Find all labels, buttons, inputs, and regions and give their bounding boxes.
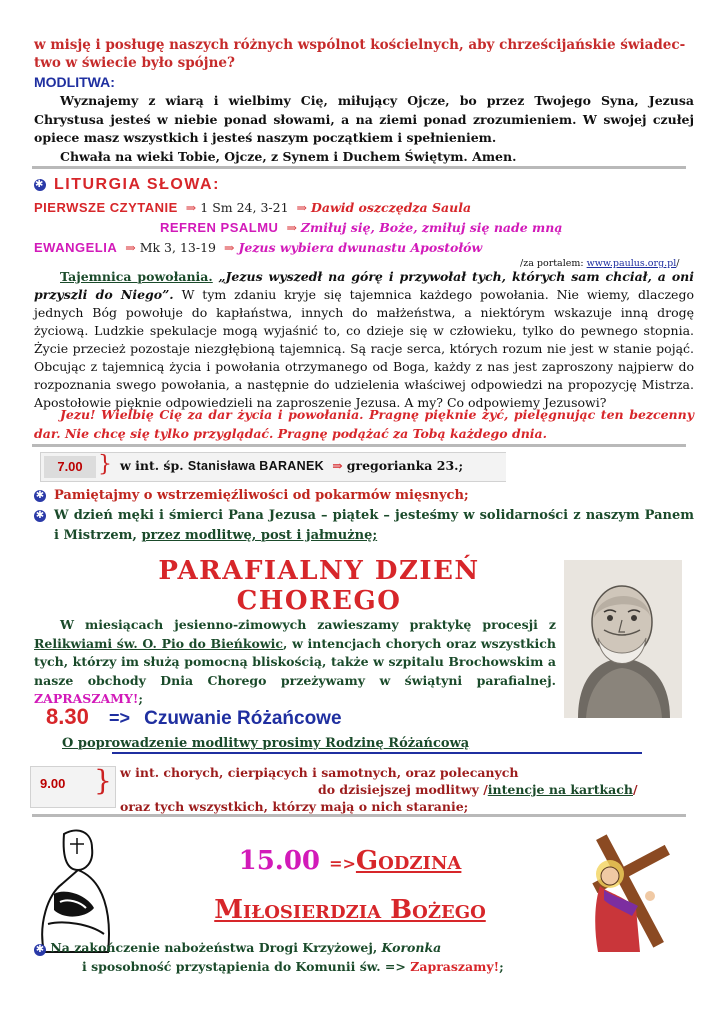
mass-intention-prefix: w int. śp. [120, 458, 184, 473]
closing-tail: ; [499, 959, 504, 974]
rosary-request: O poprowadzenie modlitwy prosimy Rodzinę Różańcową [62, 736, 470, 751]
first-reading-title: Dawid oszczędza Saula [311, 200, 472, 215]
sick-day-relics: Relikwiami św. O. Pio do Bieńkowic [34, 635, 284, 651]
vigil-arrow: => [108, 708, 130, 728]
sick-day-invite: ZAPRASZAMY! [34, 691, 139, 706]
mercy-hour-title-2: Miłosierdzia Bożego [214, 895, 486, 925]
divider [32, 166, 686, 169]
mass-intention [120, 458, 463, 473]
mercy-hour-arrow: => [329, 854, 356, 873]
mass2-intention [120, 764, 680, 815]
gospel-title: Jezus wybiera dwunastu Apostołów [238, 240, 483, 255]
prayer-paragraph-2: Chwała na wieki Tobie, Ojcze, z Synem i Duchem Świętym. Amen. [60, 148, 517, 164]
prayer-paragraph-1: Wyznajemy z wiarą i wielbimy Cię, miłujący Ojcze, bo przez Twojego Syna, Jezusa Chrystusa jesteś w niebie ponad słowami, a na ziemi ponad zrozumieniem. W swojej czułej opiece masz wszystkich i jesteś naszym początkiem i spełnieniem. [34, 93, 694, 145]
liturgy-heading [34, 176, 220, 194]
brace-icon: } [94, 764, 112, 797]
sick-day-text-2: , w intencjach chorych oraz wszystkich tych, którzy im służą pomocną bliskością, także w szpitalu Brochowskim a nasze obchody Dnia Chorego przeżywamy w świątyni parafialnej. [34, 635, 556, 688]
notice-friday-text: W dzień męki i śmierci Pana Jezusa – piątek – jesteśmy w solidarności z naszym Panem i Mistrzem, [54, 508, 694, 543]
first-reading-ref: 1 Sm 24, 3-21 [200, 200, 289, 215]
intro-line-1: w misję i posługę naszych różnych wspólnot kościelnych, aby chrześcijańskie świadec- [34, 37, 686, 53]
reflection-body: W tym zdaniu kryje się tajemnica każdego powołania. Nie wiemy, dlaczego jednych Bóg powołuje do kapłaństwa, innych do małżeństwa, a niektórym wskazuje inną drogę życiową. Ludzkie spekulacje mogą wyjaśnić to, co dzieje się w człowieku, tylko do pewnego stopnia. Życie przecież pozostaje niezgłębioną tajemnicą. Są racje serca, których rozum nie jest w stanie pojąć. Obcując z tajemnicą życia i powołania otrzymanego od Boga, każdy z nas jest zaproszony najpierw do rozpoznania swego powołania, a następnie do udzielenia właściwej odpowiedzi na propozycję Mistrza. Apostołowie pięknie odpowiedzieli na zaproszenie Jezusa. A my? Co odpowiemy Jezusowi? [34, 287, 694, 410]
source-prefix: /za portalem: [520, 258, 587, 269]
mercy-hour-title [126, 838, 574, 933]
reflection-heading: Tajemnica powołania. [60, 269, 213, 284]
gospel-ref: Mk 3, 13-19 [139, 240, 216, 255]
mass-time: 7.00 [44, 456, 96, 478]
bullet-icon: ✱ [35, 489, 45, 501]
source-link[interactable]: www.paulus.org.pl [586, 258, 677, 269]
pieta-figure-icon [34, 824, 118, 956]
notice-abstinence [34, 488, 469, 503]
notice-abstinence-text: Pamiętajmy o wstrzemięźliwości od pokarmów mięsnych; [54, 488, 469, 503]
vigil-time: 8.30 [46, 704, 89, 729]
mass2-line-2a: do dzisiejszej modlitwy / [318, 782, 488, 797]
brace-icon: } [98, 452, 112, 477]
jesus-carrying-cross-icon [580, 826, 680, 956]
sick-day-title-line-1: PARAFIALNY DZIEŃ [158, 556, 480, 586]
reflection-text [34, 268, 694, 412]
psalm-text: Zmiłuj się, Boże, zmiłuj się nade mną [300, 220, 563, 235]
gospel-label: EWANGELIA [34, 240, 118, 255]
sick-day-tail: ; [138, 691, 144, 706]
mass2-time: 9.00 [40, 776, 66, 791]
first-reading [34, 200, 471, 215]
mass-intention-name: Stanisława BARANEK [187, 459, 324, 473]
bullet-icon: ✱ [35, 944, 45, 955]
reflection-prayer: Jezu! Wielbię Cię za dar życia i powołania. Pragnę pięknie żyć, pielęgnując ten bezcenny dar. Nie chcę się tylko przyglądać. Pragnę podążać za Tobą każdego dnia. [34, 407, 694, 441]
psalm-refrain [160, 220, 562, 235]
source-suffix: / [676, 258, 680, 269]
liturgy-heading-text: LITURGIA SŁOWA: [54, 176, 220, 193]
gospel [34, 240, 482, 255]
vigil [46, 704, 342, 730]
bullet-icon: ✱ [35, 510, 45, 521]
first-reading-label: PIERWSZE CZYTANIE [34, 200, 178, 215]
closing-koronka: Koronka [381, 940, 442, 955]
arrow-icon: ⇒ [296, 200, 308, 215]
closing-notice [34, 938, 694, 976]
mass-intention-suffix: gregorianka 23.; [346, 458, 464, 473]
mercy-hour-time: 15.00 [238, 846, 321, 876]
sick-day-title [90, 556, 548, 616]
vigil-title: Czuwanie Różańcowe [144, 708, 342, 729]
padre-pio-portrait [564, 560, 682, 718]
sick-day-title-line-2: CHOREGO [236, 586, 402, 616]
prayer-text [34, 92, 694, 166]
mass2-line-2c: / [632, 782, 638, 797]
arrow-icon: ⇒ [286, 220, 297, 235]
divider [112, 752, 642, 754]
closing-text-b: i sposobność przystąpienia do Komunii św. => [82, 959, 411, 974]
sick-day-text [34, 616, 556, 709]
closing-invite: Zapraszamy! [410, 959, 500, 974]
arrow-icon: ⇒ [185, 200, 197, 215]
mercy-hour-title-1: Godzina [355, 846, 462, 876]
divider [32, 814, 686, 817]
reflection-quote: „Jezus wyszedł na górę i przywołał tych, których sam chciał, a oni przyszli do Niego”. [34, 269, 694, 302]
arrow-icon: ⇒ [125, 240, 136, 255]
mass2-line-1: w int. chorych, cierpiących i samotnych, oraz polecanych [120, 765, 519, 780]
psalm-label: REFREN PSALMU [160, 220, 279, 235]
mass2-cards: intencje na kartkach [487, 782, 633, 797]
notice-friday-practices: przez modlitwę, post i jałmużnę; [141, 528, 378, 543]
divider [32, 444, 686, 447]
prayer-heading: MODLITWA: [34, 74, 115, 90]
intro-text [34, 36, 694, 72]
intro-line-2: two w świecie było spójne? [34, 55, 235, 71]
closing-text-a: Na zakończenie nabożeństwa Drogi Krzyżowej, [50, 940, 382, 955]
bullet-icon: ✱ [35, 179, 45, 190]
mass2-line-3: oraz tych wszystkich, którzy mają o nich staranie; [120, 799, 469, 814]
arrow-icon: ⇒ [223, 240, 235, 255]
notice-friday [34, 506, 694, 546]
sick-day-text-1: W miesiącach jesienno-zimowych zawieszamy praktykę procesji z [60, 617, 556, 632]
arrow-icon: ⇒ [332, 458, 343, 473]
